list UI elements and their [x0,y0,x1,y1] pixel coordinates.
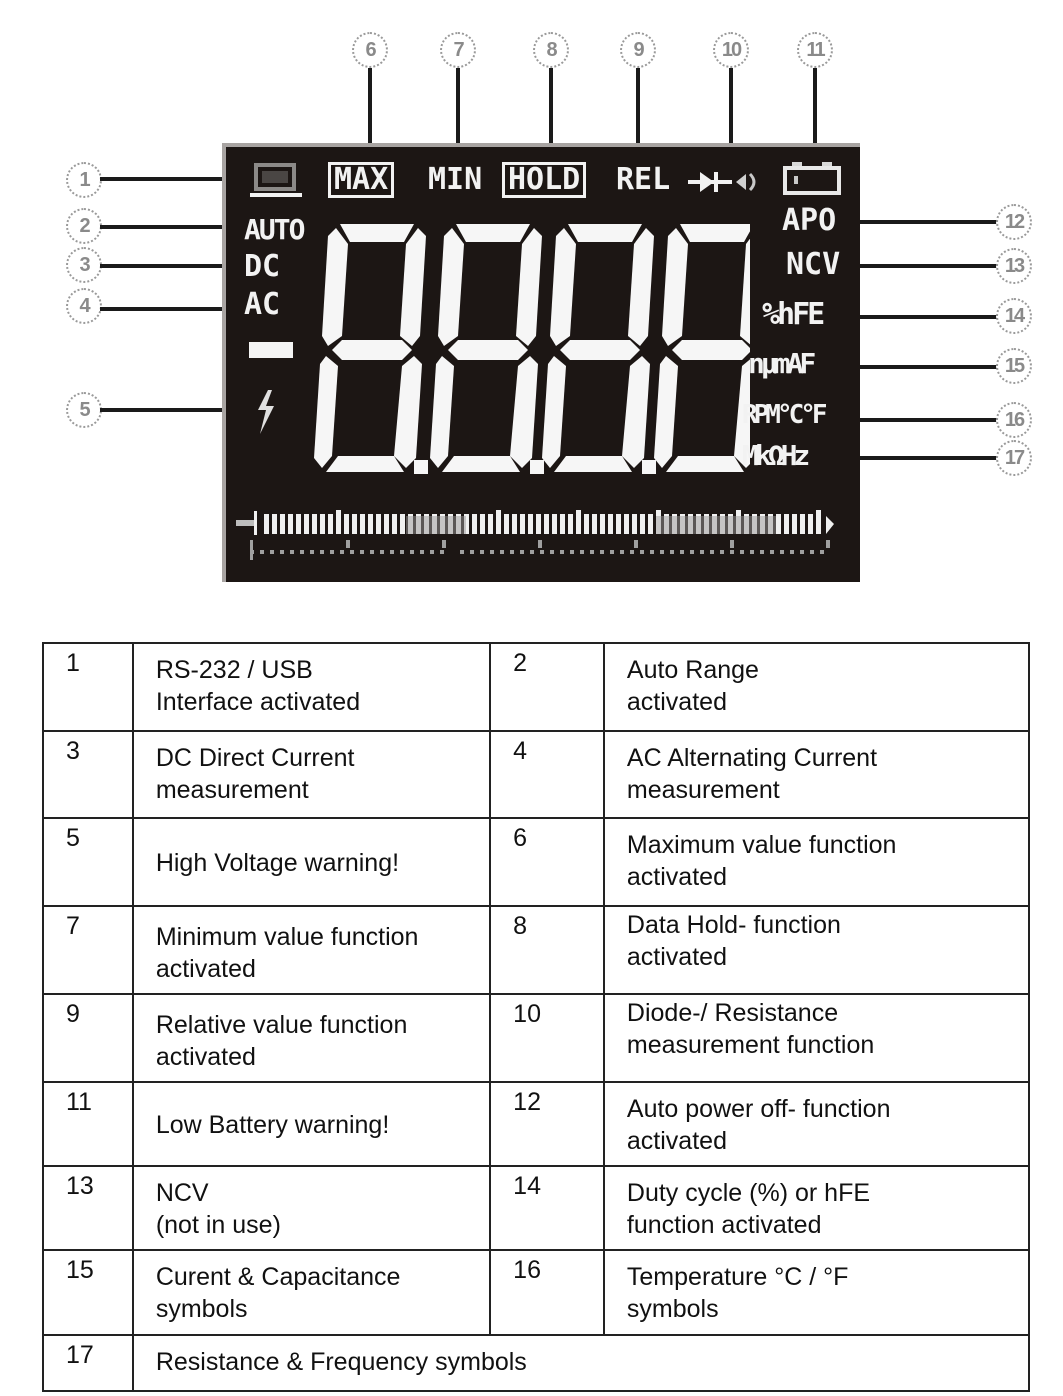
table-row [43,643,1029,731]
table-row [43,994,1029,1082]
callout-17: 17 [996,440,1032,476]
item-description: Diode-/ Resistance measurement function [604,994,1029,1082]
leader-line-10 [729,68,733,148]
callout-9: 9 [620,32,656,68]
lightning-icon [252,390,280,434]
diode-buzzer-icon [688,168,764,196]
resistance-frequency-indicator: MkΩHz [742,439,807,472]
item-number: 8 [490,906,604,994]
item-description: Temperature °C / °F symbols [604,1250,1029,1335]
item-number: 15 [43,1250,133,1335]
item-description: Maximum value function activated [604,818,1029,906]
rel-indicator: REL [616,162,671,197]
table-row [43,906,1029,994]
bargraph-scale [250,540,840,560]
current-capacitance-indicator: nµmAF [748,347,813,380]
item-description: Resistance & Frequency symbols [133,1335,1029,1391]
item-number: 17 [43,1335,133,1391]
leader-line-6 [368,68,372,148]
item-description: Duty cycle (%) or hFE function activated [604,1166,1029,1250]
table-row [43,1166,1029,1250]
item-description: Curent & Capacitance symbols [133,1250,490,1335]
leader-line-2 [100,225,226,229]
minus-sign-icon [249,342,293,358]
leader-line-1 [100,177,226,181]
analog-bargraph [236,508,846,538]
item-description: Low Battery warning! [133,1082,490,1166]
callout-13: 13 [996,248,1032,284]
pc-interface-icon [248,162,304,200]
item-number: 9 [43,994,133,1082]
callout-12: 12 [996,204,1032,240]
callout-10: 10 [713,32,749,68]
leader-line-9 [636,68,640,148]
item-description: High Voltage warning! [133,818,490,906]
item-number: 6 [490,818,604,906]
battery-icon [782,160,842,196]
item-description: Data Hold- function activated [604,906,1029,994]
leader-line-16 [856,418,998,422]
callout-16: 16 [996,402,1032,438]
item-number: 7 [43,906,133,994]
leader-line-14 [856,315,998,319]
min-indicator: MIN [428,162,483,197]
table-row [43,1250,1029,1335]
callout-7: 7 [440,32,476,68]
leader-line-5 [100,408,226,412]
item-number: 12 [490,1082,604,1166]
item-number: 5 [43,818,133,906]
ac-indicator: AC [244,287,281,322]
apo-indicator: APO [782,203,837,238]
item-number: 1 [43,643,133,731]
item-description: Auto power off- function activated [604,1082,1029,1166]
table-row [43,731,1029,818]
callout-6: 6 [352,32,388,68]
leader-line-12 [856,220,998,224]
item-number: 11 [43,1082,133,1166]
max-indicator: MAX [328,162,394,198]
duty-hfe-indicator: %hFE [762,297,823,332]
item-number: 4 [490,731,604,818]
item-description: NCV (not in use) [133,1166,490,1250]
callout-11: 11 [797,32,833,68]
callout-8: 8 [533,32,569,68]
table-row [43,818,1029,906]
callout-5: 5 [66,392,102,428]
item-number: 10 [490,994,604,1082]
callout-3: 3 [66,247,102,283]
item-description: DC Direct Current measurement [133,731,490,818]
item-description: Relative value function activated [133,994,490,1082]
callout-14: 14 [996,298,1032,334]
leader-line-8 [549,68,553,148]
legend-table [42,642,1030,1392]
temperature-indicator: RPM°C°F [742,400,824,430]
item-number: 14 [490,1166,604,1250]
callout-15: 15 [996,348,1032,384]
item-number: 2 [490,643,604,731]
leader-line-11 [813,68,817,148]
seven-segment-display [300,216,750,482]
item-number: 16 [490,1250,604,1335]
item-description: Minimum value function activated [133,906,490,994]
leader-line-7 [456,68,460,148]
leader-line-3 [100,264,226,268]
table-row [43,1082,1029,1166]
hold-indicator: HOLD [502,162,586,198]
callout-1: 1 [66,162,102,198]
item-description: RS-232 / USB Interface activated [133,643,490,731]
leader-line-15 [856,365,998,369]
leader-line-13 [856,264,998,268]
item-number: 3 [43,731,133,818]
item-number: 13 [43,1166,133,1250]
lcd-diagram [0,0,1063,610]
callout-2: 2 [66,208,102,244]
callout-4: 4 [66,288,102,324]
item-description: AC Alternating Current measurement [604,731,1029,818]
ncv-indicator: NCV [786,247,841,282]
dc-indicator: DC [244,249,281,284]
auto-indicator: AUTO [244,213,304,246]
leader-line-4 [100,307,226,311]
table-row [43,1335,1029,1391]
item-description: Auto Range activated [604,643,1029,731]
leader-line-17 [856,456,998,460]
